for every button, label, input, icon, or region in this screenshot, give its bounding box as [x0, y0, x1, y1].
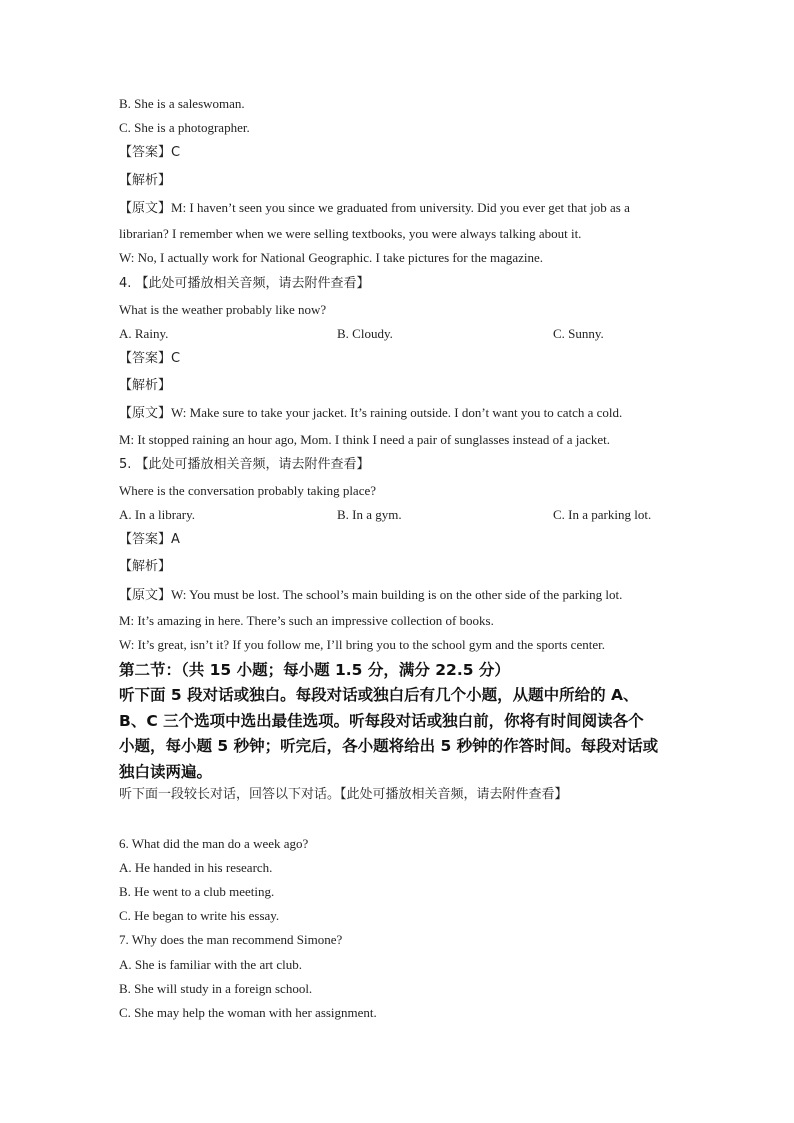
q3-answer: 【答案】C — [119, 145, 181, 160]
q4-transcript-text: W: Make sure to take your jacket. It’s raining outside. I don’t want you to catch a cold. — [171, 405, 623, 420]
q4-question: What is the weather probably like now? — [119, 302, 327, 317]
q5-transcript-line-2: M: It’s amazing in here. There’s such an impressive collection of books. — [119, 613, 494, 628]
q4-transcript-line-2: M: It stopped raining an hour ago, Mom. I think I need a pair of sunglasses instead of a jacket. — [119, 432, 610, 447]
q3-transcript-line-1 — [119, 200, 630, 217]
q7-option-b: B. She will study in a foreign school. — [119, 981, 313, 996]
q6-question: 6. What did the man do a week ago? — [119, 836, 309, 851]
q5-analysis: 【解析】 — [119, 559, 172, 574]
q4-transcript-line-1 — [119, 405, 622, 422]
q7-option-a: A. She is familiar with the art club. — [119, 957, 303, 972]
q5-answer: 【答案】A — [119, 532, 180, 547]
q5-option-a: A. In a library. — [119, 507, 196, 522]
section-2-instruction-line: 听下面 5 段对话或独白。每段对话或独白后有几个小题，从题中所给的 A、 — [119, 686, 639, 704]
q7-option-c: C. She may help the woman with her assignment. — [119, 1005, 377, 1020]
q7-question: 7. Why does the man recommend Simone? — [119, 932, 343, 947]
q4-answer: 【答案】C — [119, 351, 181, 366]
q4-option-b: B. Cloudy. — [337, 326, 393, 341]
section-2-note: 听下面一段较长对话，回答以下对话。【此处可播放相关音频，请去附件查看】 — [119, 787, 568, 802]
q4-transcript-tag: 【原文】 — [119, 406, 172, 421]
q3-analysis: 【解析】 — [119, 173, 172, 188]
q3-option-b: B. She is a saleswoman. — [119, 96, 245, 111]
section-2-title: 第二节：（共 15 小题；每小题 1.5 分，满分 22.5 分） — [119, 661, 510, 679]
q3-transcript-text: M: I haven’t seen you since we graduated from university. Did you ever get that job as a — [171, 200, 630, 215]
section-2-instruction-line: B、C 三个选项中选出最佳选项。听每段对话或独白前，你将有时间阅读各个 — [119, 711, 644, 730]
q6-option-c: C. He began to write his essay. — [119, 908, 280, 923]
q3-option-c: C. She is a photographer. — [119, 120, 250, 135]
q5-question: Where is the conversation probably taking place? — [119, 483, 377, 498]
q5-option-c: C. In a parking lot. — [553, 507, 652, 522]
q5-option-b: B. In a gym. — [337, 507, 402, 522]
q5-transcript-line-1 — [119, 587, 622, 604]
q3-transcript-tag: 【原文】 — [119, 201, 172, 216]
q3-transcript-line-2: W: No, I actually work for National Geographic. I take pictures for the magazine. — [119, 250, 544, 265]
section-2-instructions — [119, 683, 679, 785]
q5-transcript-text: W: You must be lost. The school’s main building is on the other side of the parking lot. — [171, 587, 623, 602]
section-2-instruction-line: 小题，每小题 5 秒钟；听完后，各小题将给出 5 秒钟的作答时间。每段对话或 — [119, 737, 659, 755]
q5-transcript-line-3: W: It’s great, isn’t it? If you follow me, I’ll bring you to the school gym and the sports center. — [119, 637, 605, 652]
q4-analysis: 【解析】 — [119, 378, 172, 393]
q4-header: 4. 【此处可播放相关音频，请去附件查看】 — [119, 276, 370, 291]
q5-transcript-tag: 【原文】 — [119, 588, 172, 603]
q3-transcript-line-1-cont: librarian? I remember when we were selling textbooks, you were always talking about it. — [119, 226, 582, 241]
section-2-instruction-line: 独白读两遍。 — [119, 762, 213, 781]
q4-option-a: A. Rainy. — [119, 326, 169, 341]
q6-option-b: B. He went to a club meeting. — [119, 884, 275, 899]
q4-option-c: C. Sunny. — [553, 326, 604, 341]
q6-option-a: A. He handed in his research. — [119, 860, 273, 875]
q5-header: 5. 【此处可播放相关音频，请去附件查看】 — [119, 457, 370, 472]
